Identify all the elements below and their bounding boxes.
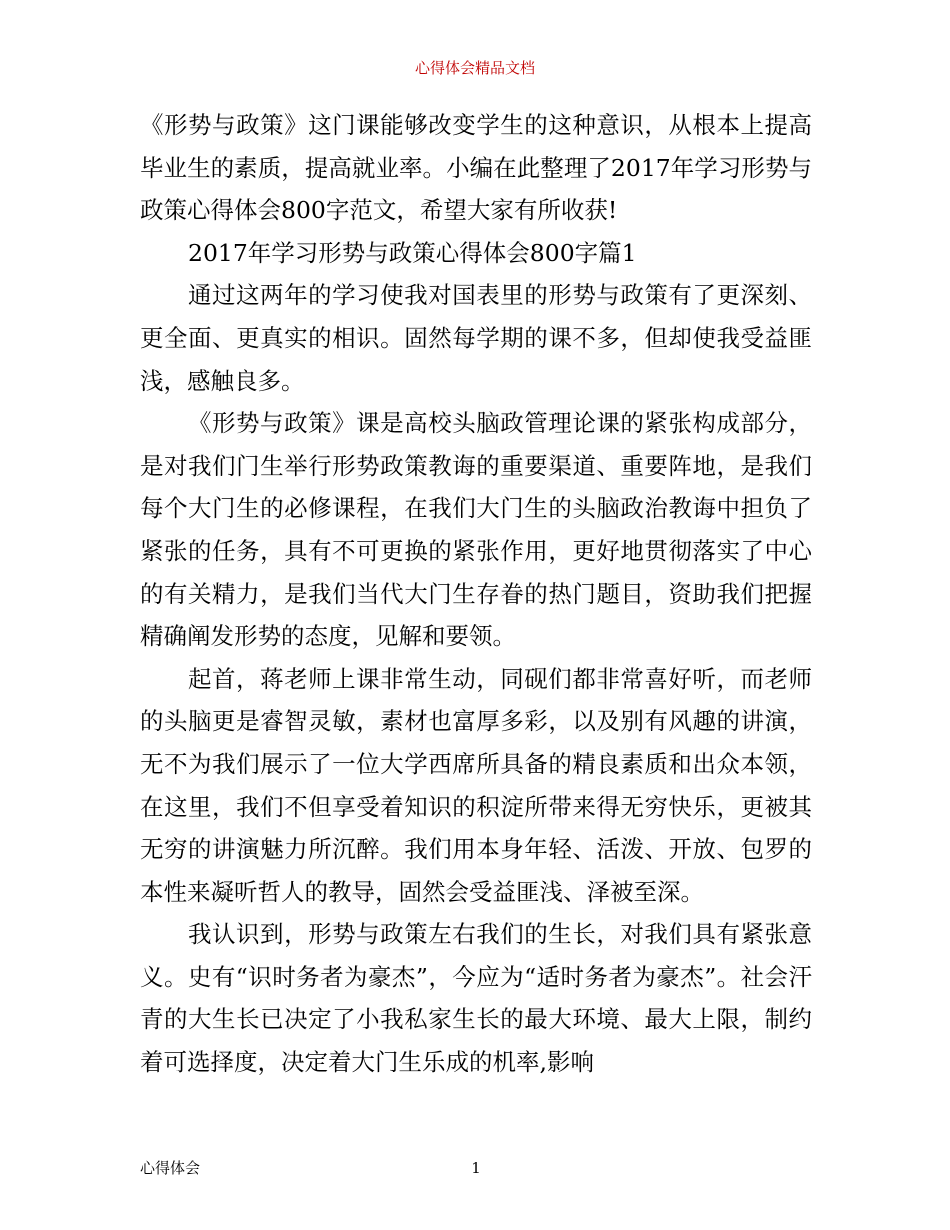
footer-label: 心得体会 [140, 1159, 201, 1177]
paragraph: 起首，蒋老师上课非常生动，同砚们都非常喜好听，而老师的头脑更是睿智灵敏，素材也富厚多彩，以及别有风趣的讲演，无不为我们展示了一位大学西席所具备的精良素质和出众本领，在这里，我们不但享受着知识的积淀所带来得无穷快乐，更被其无穷的讲演魅力所沉醉。我们用本身年轻、活泼、开放、包罗的本性来凝听哲人的教导，固然会受益匪浅、泽被至深。 [140, 664, 812, 906]
paragraph-intro: 《形势与政策》这门课能够改变学生的这种意识，从根本上提高毕业生的素质，提高就业率。小编在此整理了2017年学习形势与政策心得体会800字范文，希望大家有所收获! [140, 111, 812, 225]
paragraph: 我认识到，形势与政策左右我们的生长，对我们具有紧张意义。史有“识时务者为豪杰”，今应为“适时务者为豪杰”。社会汗青的大生长已决定了小我私家生长的最大环境、最大上限，制约着可选择度，决定着大门生乐成的机率,影响 [140, 920, 812, 1077]
page-header-title: 心得体会精品文档 [414, 59, 535, 77]
paragraph: 通过这两年的学习使我对国表里的形势与政策有了更深刻、更全面、更真实的相识。固然每学期的课不多，但却使我受益匪浅，感触良多。 [140, 281, 812, 395]
section-heading: 2017年学习形势与政策心得体会800字篇1 [188, 238, 637, 267]
page-number: 1 [471, 1159, 481, 1177]
paragraph: 《形势与政策》课是高校头脑政管理论课的紧张构成部分，是对我们门生举行形势政策教诲的重要渠道、重要阵地，是我们每个大门生的必修课程，在我们大门生的头脑政治教诲中担负了紧张的任务，具有不可更换的紧张作用，更好地贯彻落实了中心的有关精力，是我们当代大门生存眷的热门题目，资助我们把握精确阐发形势的态度，见解和要领。 [140, 409, 812, 651]
document-body [140, 104, 812, 1084]
